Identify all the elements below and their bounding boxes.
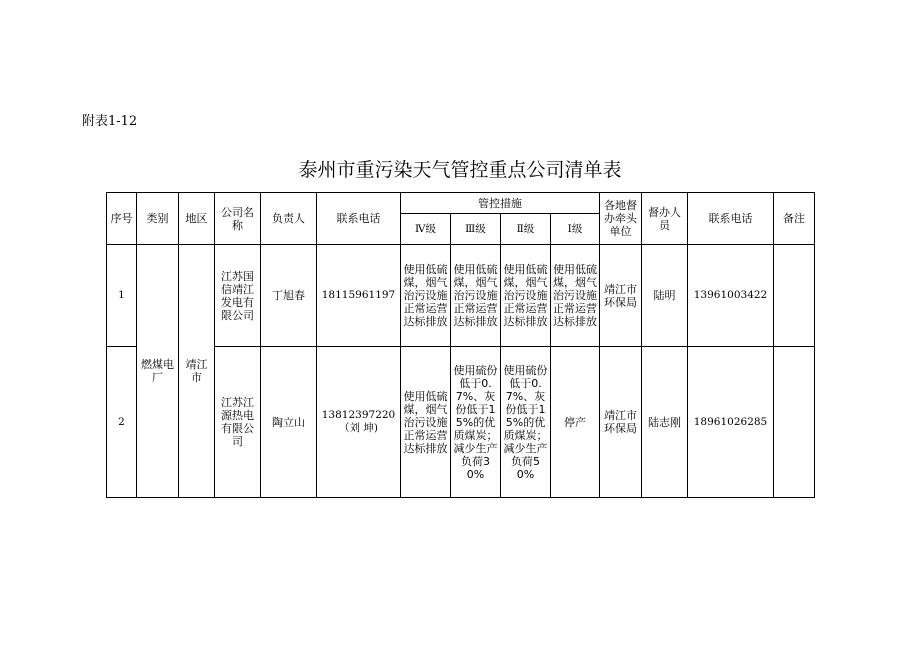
cell-level-2: 使用硫份低于0.7%、灰份低于15%的优质煤炭；减少生产负荷50% — [501, 347, 551, 498]
cell-level-1: 停产 — [551, 347, 600, 498]
cell-company: 江苏国信靖江发电有限公司 — [215, 245, 261, 347]
cell-remarks — [774, 347, 815, 498]
cell-seq: 1 — [107, 245, 137, 347]
cell-phone: 18115961197 — [317, 245, 401, 347]
cell-seq: 2 — [107, 347, 137, 498]
header-level-2: Ⅱ级 — [501, 214, 551, 245]
header-seq: 序号 — [107, 193, 137, 245]
cell-supervisor: 陆志刚 — [642, 347, 688, 498]
cell-level-4: 使用低硫煤，烟气治污设施正常运营达标排放 — [401, 347, 451, 498]
cell-supervisor-phone: 13961003422 — [688, 245, 774, 347]
cell-remarks — [774, 245, 815, 347]
cell-responsible: 陶立山 — [261, 347, 317, 498]
cell-level-3: 使用硫份低于0.7%、灰份低于15%的优质煤炭；减少生产负荷30% — [451, 347, 501, 498]
header-row-1 — [107, 193, 815, 214]
header-region: 地区 — [179, 193, 215, 245]
header-measures: 管控措施 — [401, 193, 600, 214]
company-list-table — [106, 192, 815, 498]
cell-category: 燃煤电厂 — [137, 245, 179, 498]
cell-level-4: 使用低硫煤，烟气治污设施正常运营达标排放 — [401, 245, 451, 347]
header-level-3: Ⅲ级 — [451, 214, 501, 245]
cell-phone: 13812397220（刘 坤) — [317, 347, 401, 498]
cell-supervisor-phone: 18961026285 — [688, 347, 774, 498]
header-category: 类别 — [137, 193, 179, 245]
cell-supervisor: 陆明 — [642, 245, 688, 347]
header-supervisor: 督办人员 — [642, 193, 688, 245]
cell-level-3: 使用低硫煤，烟气治污设施正常运营达标排放 — [451, 245, 501, 347]
cell-level-2: 使用低硫煤，烟气治污设施正常运营达标排放 — [501, 245, 551, 347]
header-level-1: Ⅰ级 — [551, 214, 600, 245]
cell-supervising-unit: 靖江市环保局 — [600, 347, 642, 498]
header-company: 公司名称 — [215, 193, 261, 245]
header-level-4: Ⅳ级 — [401, 214, 451, 245]
cell-level-1: 使用低硫煤，烟气治污设施正常运营达标排放 — [551, 245, 600, 347]
cell-responsible: 丁旭春 — [261, 245, 317, 347]
cell-supervising-unit: 靖江市环保局 — [600, 245, 642, 347]
header-remarks: 备注 — [774, 193, 815, 245]
cell-company: 江苏江源热电有限公司 — [215, 347, 261, 498]
cell-region: 靖江市 — [179, 245, 215, 498]
header-phone: 联系电话 — [317, 193, 401, 245]
appendix-label: 附表1-12 — [82, 114, 138, 129]
table-row — [107, 245, 815, 347]
document-title: 泰州市重污染天气管控重点公司清单表 — [298, 159, 622, 181]
header-supervisor-phone: 联系电话 — [688, 193, 774, 245]
header-supervising-unit: 各地督办牵头单位 — [600, 193, 642, 245]
header-responsible: 负责人 — [261, 193, 317, 245]
